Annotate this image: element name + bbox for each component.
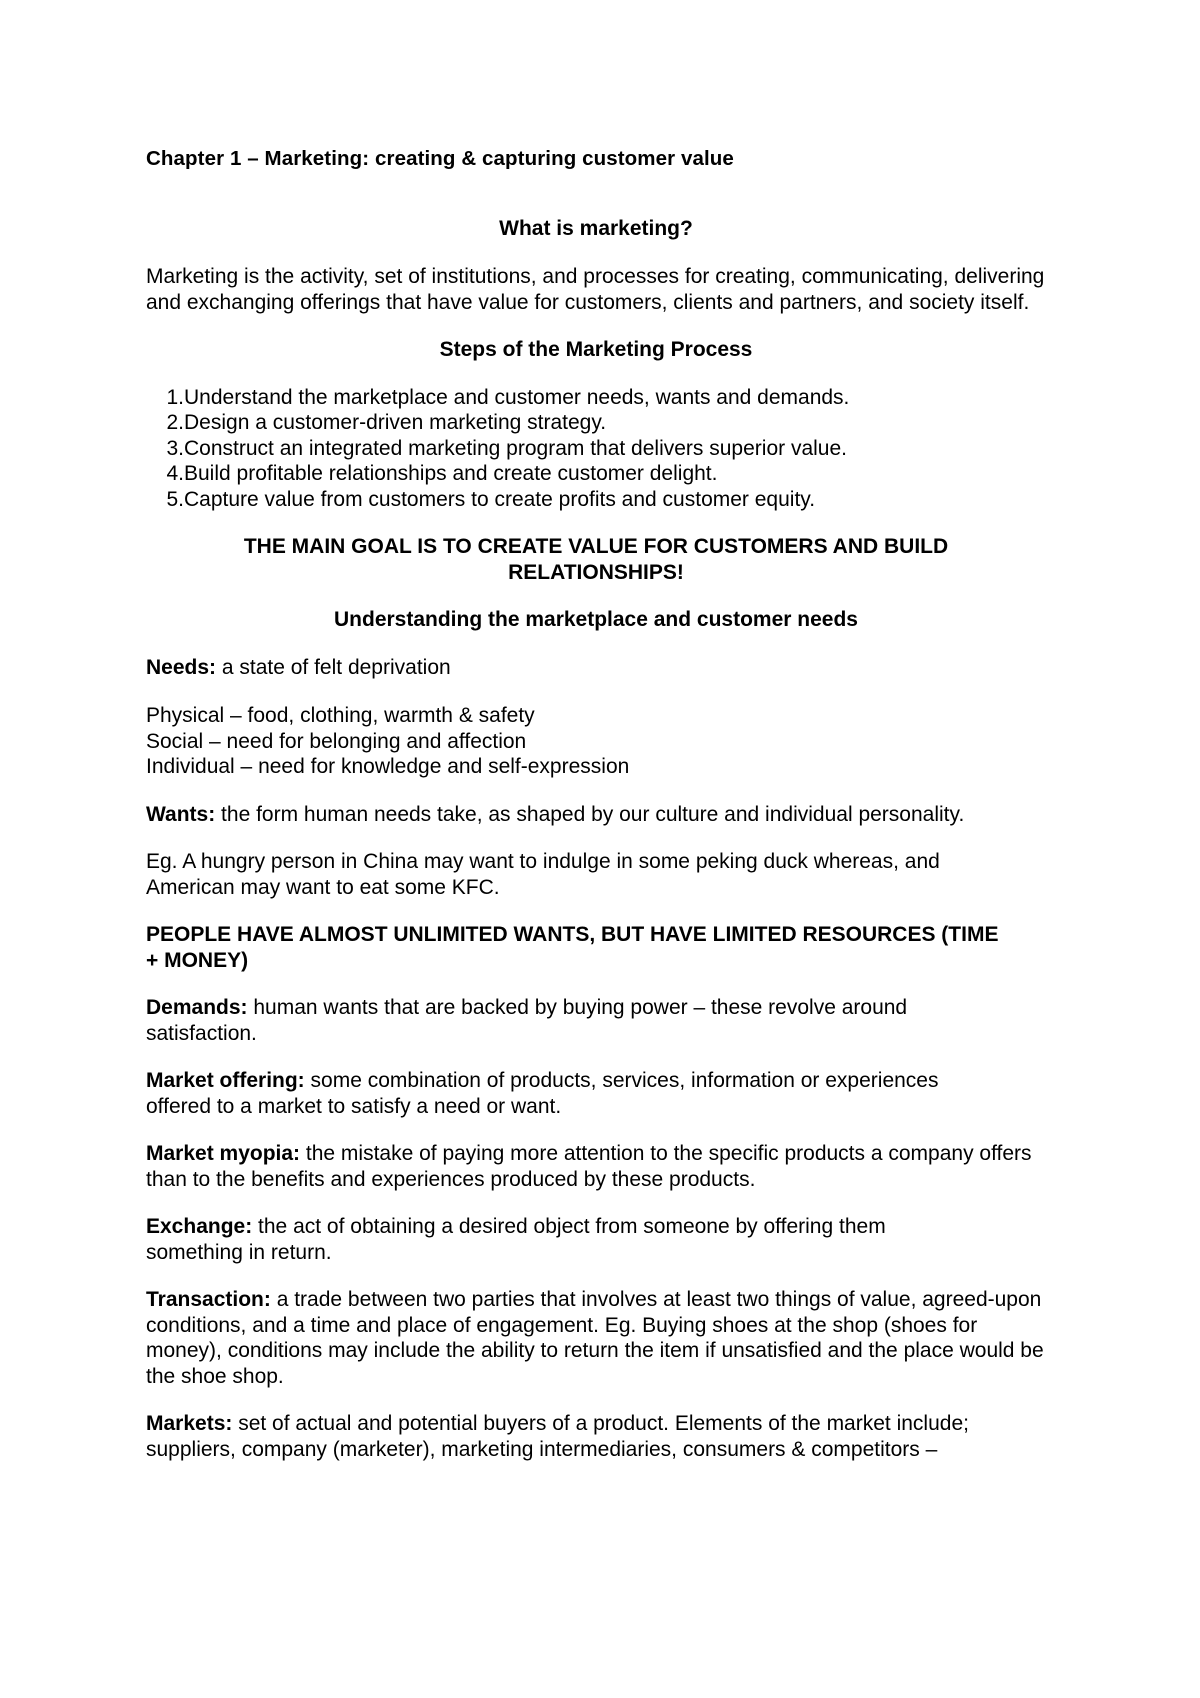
marketing-definition: Marketing is the activity, set of institutions, and processes for creating, communicating, delivering and exchanging offerings that have value for customers, clients and partners, and society itself. — [146, 265, 1045, 314]
needs-term: Needs: — [146, 655, 217, 679]
markets-term: Markets: — [146, 1412, 233, 1435]
steps-heading: Steps of the Marketing Process — [439, 338, 753, 361]
market-myopia-term: Market myopia: — [146, 1142, 301, 1165]
chapter-title: Chapter 1 – Marketing: creating & capturing customer value — [146, 147, 734, 170]
list-item: Physical – food, clothing, warmth & safety — [146, 704, 535, 727]
main-goal-statement: THE MAIN GOAL IS TO CREATE VALUE FOR CUSTOMERS AND BUILD RELATIONSHIPS! — [243, 535, 949, 584]
list-item: 3. Construct an integrated marketing program that delivers superior value. — [166, 436, 847, 460]
what-is-marketing-heading: What is marketing? — [499, 216, 693, 240]
exchange-term: Exchange: — [146, 1215, 253, 1238]
list-item: Individual – need for knowledge and self-expression — [146, 755, 630, 778]
transaction-term: Transaction: — [146, 1288, 271, 1311]
transaction-definition: Transaction: a trade between two parties that involves at least two things of value, agreed-upon conditions, and a time and place of engagement. Eg. Buying shoes at the shop (shoes for money), conditions may include the ability to return the item if unsatisfied and the place would be the shoe shop. — [146, 1288, 1044, 1388]
demands-definition: Demands: human wants that are backed by buying power – these revolve around satisfaction. — [146, 996, 908, 1045]
wants-example: Eg. A hungry person in China may want to indulge in some peking duck whereas, and American may want to eat some KFC. — [146, 850, 940, 899]
list-item: 5. Capture value from customers to create profits and customer equity. — [166, 487, 816, 511]
needs-list — [146, 703, 1046, 780]
understanding-heading: Understanding the marketplace and customer needs — [334, 608, 858, 631]
market-myopia-definition: Market myopia: the mistake of paying more attention to the specific products a company offers than to the benefits and experiences produced by these products. — [146, 1142, 1032, 1191]
needs-definition: Needs: a state of felt deprivation — [146, 655, 451, 679]
list-item: Social – need for belonging and affection — [146, 729, 527, 753]
document-page — [146, 146, 1046, 1462]
wants-term: Wants: — [146, 802, 216, 826]
demands-term: Demands: — [146, 996, 248, 1019]
wants-definition: Wants: the form human needs take, as shaped by our culture and individual personality. — [146, 802, 965, 826]
steps-list — [146, 385, 1046, 513]
list-item: 4. Build profitable relationships and create customer delight. — [166, 462, 718, 485]
market-offering-definition: Market offering: some combination of products, services, information or experiences offered to a market to satisfy a need or want. — [146, 1069, 939, 1118]
exchange-definition: Exchange: the act of obtaining a desired object from someone by offering them something in return. — [146, 1215, 886, 1264]
market-offering-term: Market offering: — [146, 1069, 305, 1092]
unlimited-wants-statement: PEOPLE HAVE ALMOST UNLIMITED WANTS, BUT HAVE LIMITED RESOURCES (TIME + MONEY) — [146, 923, 999, 972]
list-item: 2. Design a customer-driven marketing strategy. — [166, 411, 607, 434]
list-item: 1. Understand the marketplace and customer needs, wants and demands. — [166, 385, 850, 409]
markets-definition: Markets: set of actual and potential buyers of a product. Elements of the market include; suppliers, company (marketer), marketing intermediaries, consumers & competitors – — [146, 1412, 969, 1461]
